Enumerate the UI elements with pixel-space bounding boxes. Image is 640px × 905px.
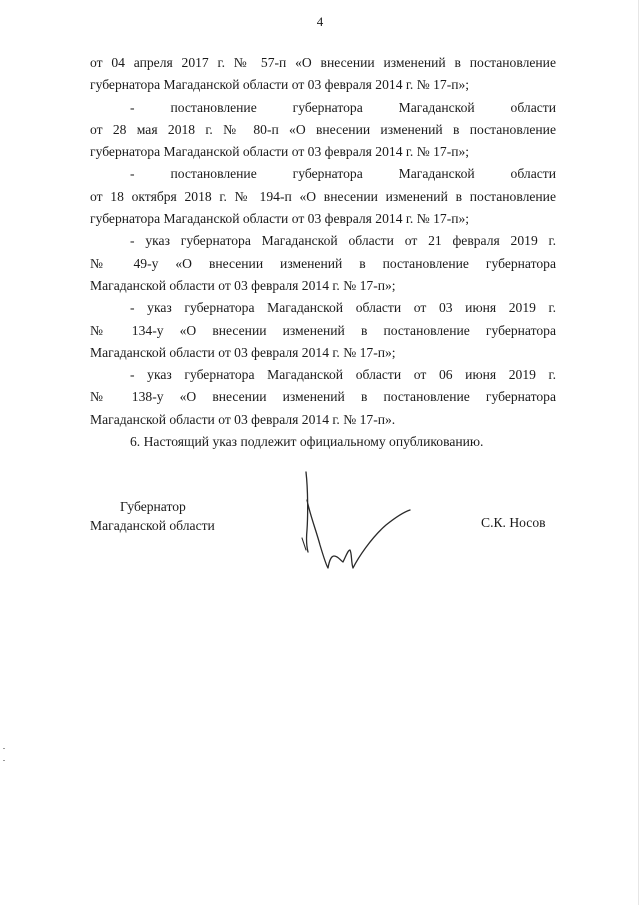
text-line: Магаданской области от 03 февраля 2014 г. № 17-п»; bbox=[90, 277, 396, 293]
page-edge bbox=[638, 0, 639, 905]
text-line: от 28 мая 2018 г. № 80-п «О внесении изменений в постановление bbox=[90, 121, 556, 137]
text-line: губернатора Магаданской области от 03 февраля 2014 г. № 17-п»; bbox=[90, 144, 470, 160]
signatory-position-line2: Магаданской области bbox=[90, 518, 215, 533]
text-line: № 49-у «О внесении изменений в постановление губернатора bbox=[90, 255, 556, 271]
text-line: 6. Настоящий указ подлежит официальному опубликованию. bbox=[130, 434, 484, 450]
text-line: от 18 октября 2018 г. № 194-п «О внесении изменений в постановление bbox=[90, 188, 556, 204]
text-line: № 134-у «О внесении изменений в постановление губернатора bbox=[90, 322, 556, 338]
text-line: № 138-у «О внесении изменений в постановление губернатора bbox=[90, 389, 556, 405]
margin-mark bbox=[3, 748, 5, 749]
text-line: - постановление губернатора Магаданской области bbox=[130, 166, 556, 182]
text-line: губернатора Магаданской области от 03 февраля 2014 г. № 17-п»; bbox=[90, 77, 470, 93]
text-line: - указ губернатора Магаданской области от 03 июня 2019 г. bbox=[130, 300, 556, 316]
text-line: - указ губернатора Магаданской области от 06 июня 2019 г. bbox=[130, 367, 556, 383]
signatory-position bbox=[90, 497, 215, 535]
document-body bbox=[90, 52, 556, 453]
signatory-position-line1: Губернатор bbox=[120, 499, 186, 514]
page-number: 4 bbox=[316, 14, 324, 29]
text-line: - постановление губернатора Магаданской области bbox=[130, 99, 556, 115]
margin-mark bbox=[3, 760, 5, 761]
signatory-name: С.К. Носов bbox=[481, 515, 546, 530]
text-line: - указ губернатора Магаданской области от 21 февраля 2019 г. bbox=[130, 233, 556, 249]
handwritten-signature bbox=[296, 470, 416, 580]
text-line: губернатора Магаданской области от 03 февраля 2014 г. № 17-п»; bbox=[90, 211, 470, 227]
text-line: Магаданской области от 03 февраля 2014 г. № 17-п»; bbox=[90, 344, 396, 360]
text-line: от 04 апреля 2017 г. № 57-п «О внесении изменений в постановление bbox=[90, 55, 556, 70]
text-line: Магаданской области от 03 февраля 2014 г. № 17-п». bbox=[90, 411, 396, 427]
